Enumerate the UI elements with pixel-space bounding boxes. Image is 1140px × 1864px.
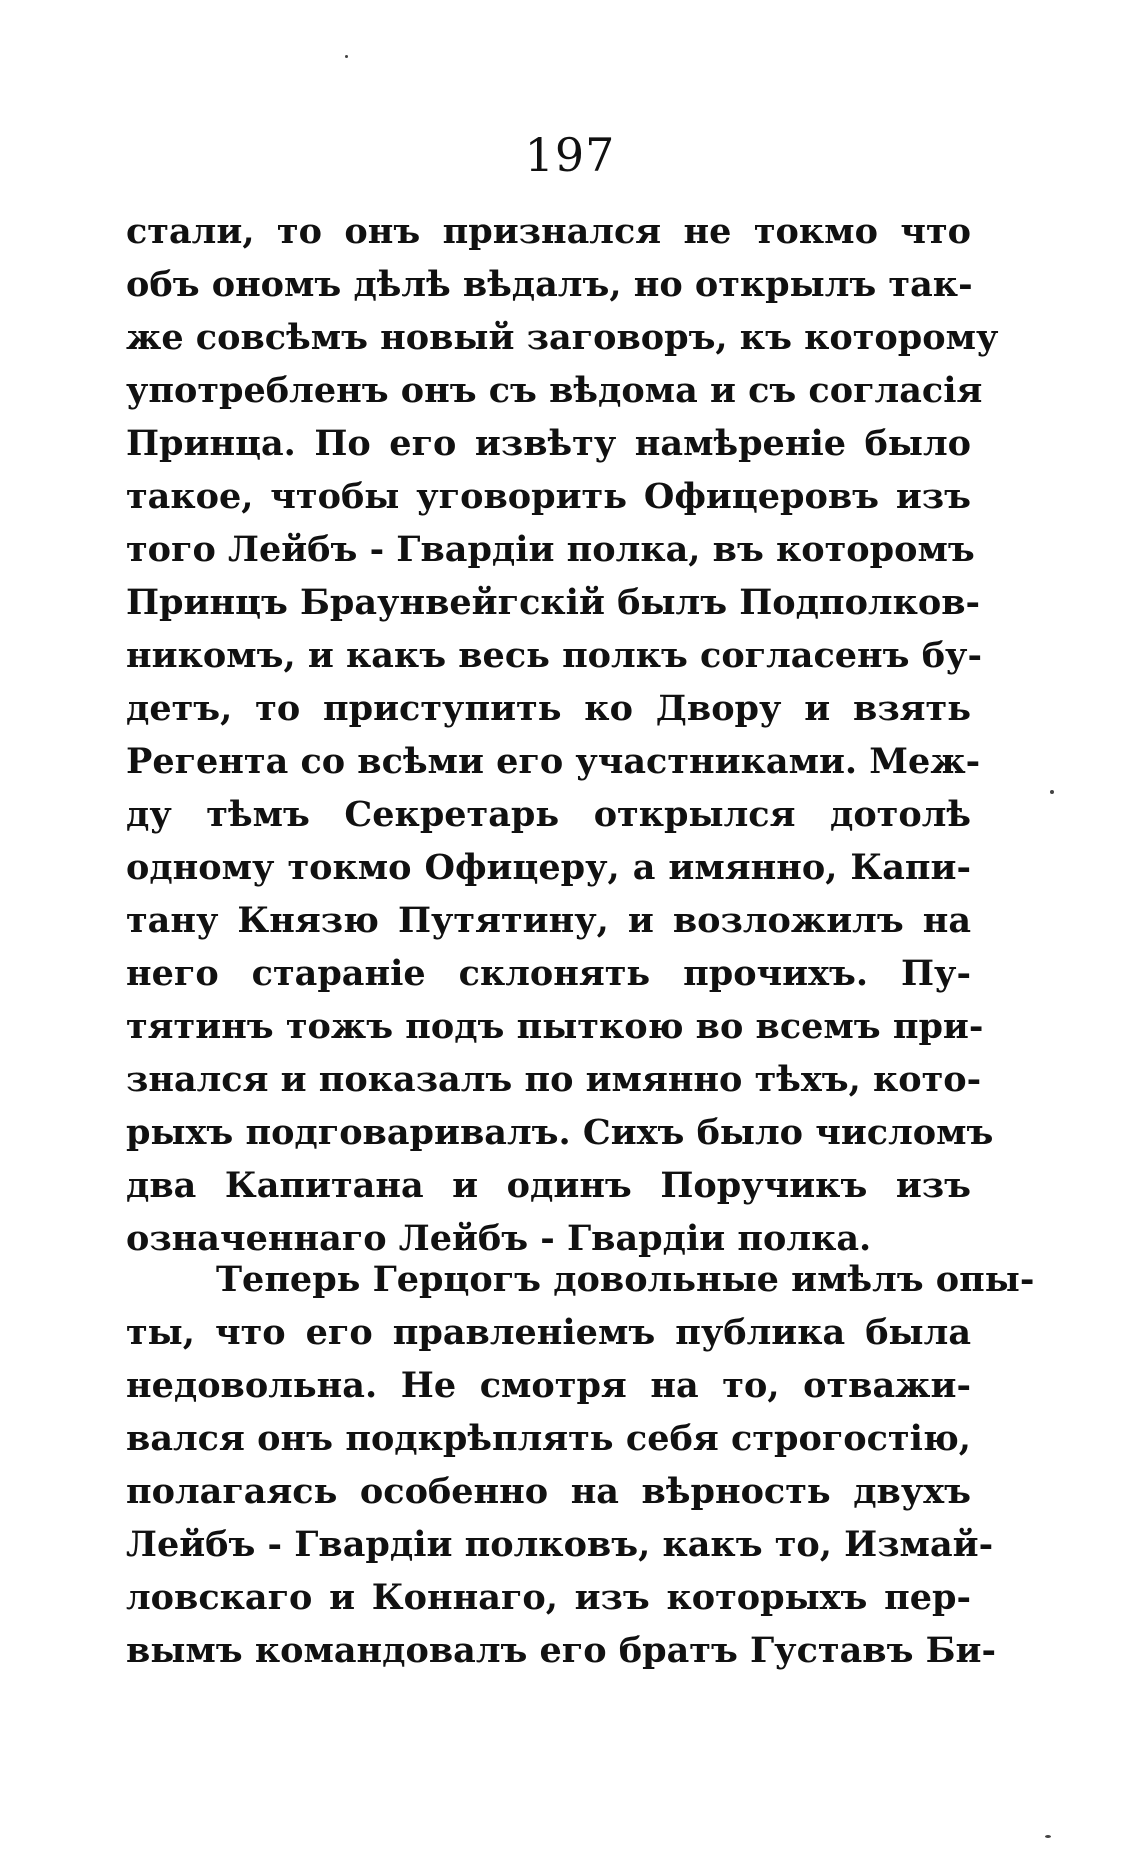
text-line: два Капитана и одинъ Поручикъ изъ <box>126 1165 971 1206</box>
text-line: ты, что его правленіемъ публика была <box>126 1312 971 1353</box>
page-number: 197 <box>524 128 616 182</box>
text-line: ду тѣмъ Секретарь открылся дотолѣ <box>126 794 971 835</box>
scan-speck <box>345 55 348 58</box>
text-line: ловскаго и Коннаго, изъ которыхъ пер- <box>126 1577 971 1618</box>
paragraph-2 <box>126 1253 1035 1677</box>
text-line: вался онъ подкрѣплять себя строгостію, <box>126 1418 971 1459</box>
text-line: Теперь Герцогъ довольные имѣлъ опы- <box>216 1259 1035 1300</box>
text-line: же совсѣмъ новый заговоръ, къ которому <box>126 317 999 358</box>
text-line: того Лейбъ - Гвардіи полка, въ которомъ <box>126 529 975 570</box>
text-line: недовольна. Не смотря на то, отважи- <box>126 1365 971 1406</box>
text-line: Регента со всѣми его участниками. Меж- <box>126 741 981 782</box>
text-line: детъ, то приступить ко Двору и взять <box>126 688 971 729</box>
text-line: такое, чтобы уговорить Офицеровъ изъ <box>126 476 971 517</box>
paragraph-1 <box>126 205 999 1265</box>
text-line: тятинъ тожъ подъ пыткою во всемъ при- <box>126 1006 984 1047</box>
text-line: Принцъ Браунвейгскій былъ Подполков- <box>126 582 981 623</box>
text-line: тану Князю Путятину, и возложилъ на <box>126 900 971 941</box>
text-line: рыхъ подговаривалъ. Сихъ было числомъ <box>126 1112 994 1153</box>
text-line: объ ономъ дѣлѣ вѣдалъ, но открылъ так- <box>126 264 973 305</box>
text-line: Принца. По его извѣту намѣреніе было <box>126 423 971 464</box>
text-line: употребленъ онъ съ вѣдома и съ согласія <box>126 370 983 411</box>
scan-speck <box>1045 1835 1051 1838</box>
text-line: одному токмо Офицеру, а имянно, Капи- <box>126 847 971 888</box>
text-line: никомъ, и какъ весь полкъ согласенъ бу- <box>126 635 982 676</box>
text-line: вымъ командовалъ его братъ Густавъ Би- <box>126 1630 996 1671</box>
text-line: стали, то онъ признался не токмо что <box>126 211 971 252</box>
text-line: означеннаго Лейбъ - Гвардіи полка. <box>126 1218 872 1259</box>
scan-speck <box>1050 790 1054 794</box>
text-line: знался и показалъ по имянно тѣхъ, кото- <box>126 1059 982 1100</box>
text-line: него стараніе склонять прочихъ. Пу- <box>126 953 971 994</box>
text-line: полагаясь особенно на вѣрность двухъ <box>126 1471 971 1512</box>
text-line: Лейбъ - Гвардіи полковъ, какъ то, Измай- <box>126 1524 994 1565</box>
